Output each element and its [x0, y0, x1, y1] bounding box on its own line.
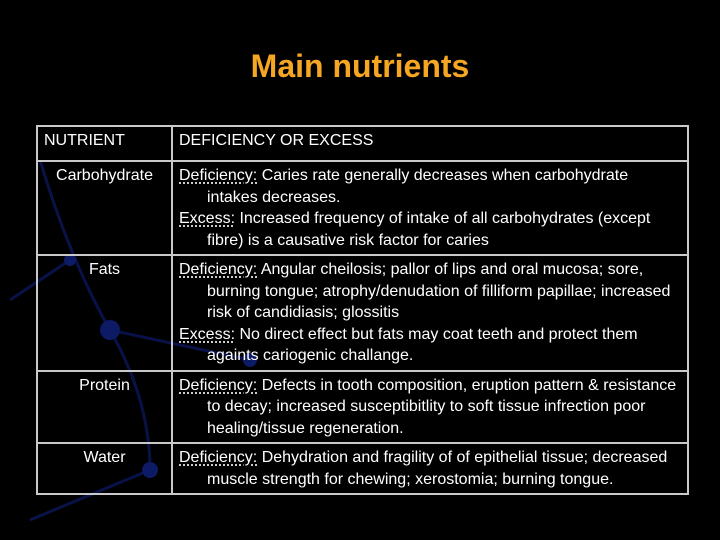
effect-text: Defects in tooth composition, eruption pattern & resistance to decay; increased susceptibitlity to soft tissue infrection poor healing/tissue regeneration.: [207, 376, 677, 437]
effect-entry: [179, 259, 681, 324]
effects-cell: [172, 255, 688, 371]
table-row: [37, 371, 688, 444]
effects-cell: [172, 161, 688, 255]
table-row: [37, 443, 688, 494]
nutrient-name: Water: [37, 443, 172, 494]
effect-label: Deficiency:: [179, 376, 258, 394]
effects-cell: [172, 443, 688, 494]
nutrient-name: Protein: [37, 371, 172, 444]
effect-label: Deficiency:: [179, 167, 258, 184]
effect-entry: [179, 447, 681, 490]
table-header-row: [37, 126, 688, 161]
page-title: Main nutrients: [250, 48, 470, 84]
effect-text: Dehydration and fragility of of epithelial tissue; decreased muscle strength for chewing; xerostomia; burning tongue.: [207, 449, 668, 488]
effect-text: Angular cheilosis; pallor of lips and oral mucosa; sore, burning tongue; atrophy/denudation of filliform papillae; increased risk of candidiasis; glossitis: [207, 261, 671, 321]
header-deficiency-or-excess: DEFICIENCY OR EXCESS: [172, 126, 688, 161]
effect-entry: [179, 165, 681, 208]
header-nutrient: NUTRIENT: [37, 126, 172, 161]
effect-text: Increased frequency of intake of all carbohydrates (except fibre) is a causative risk factor for caries: [207, 210, 651, 249]
effect-entry: [179, 208, 681, 251]
table-row: [37, 255, 688, 371]
nutrient-name: Carbohydrate: [37, 161, 172, 255]
table-row: [37, 161, 688, 255]
effect-text: Caries rate generally decreases when carbohydrate intakes decreases.: [207, 167, 629, 206]
effect-label: Deficiency:: [179, 449, 258, 466]
nutrients-table: [36, 125, 689, 495]
effect-label: Excess:: [179, 325, 236, 343]
effects-cell: [172, 371, 688, 444]
effect-entry: [179, 324, 681, 367]
nutrient-name: Fats: [37, 255, 172, 371]
effect-entry: [179, 375, 681, 440]
effect-label: Excess:: [179, 210, 236, 227]
effect-text: No direct effect but fats may coat teeth and protect them againts cariogenic challange.: [207, 325, 638, 364]
effect-label: Deficiency:: [179, 261, 258, 278]
